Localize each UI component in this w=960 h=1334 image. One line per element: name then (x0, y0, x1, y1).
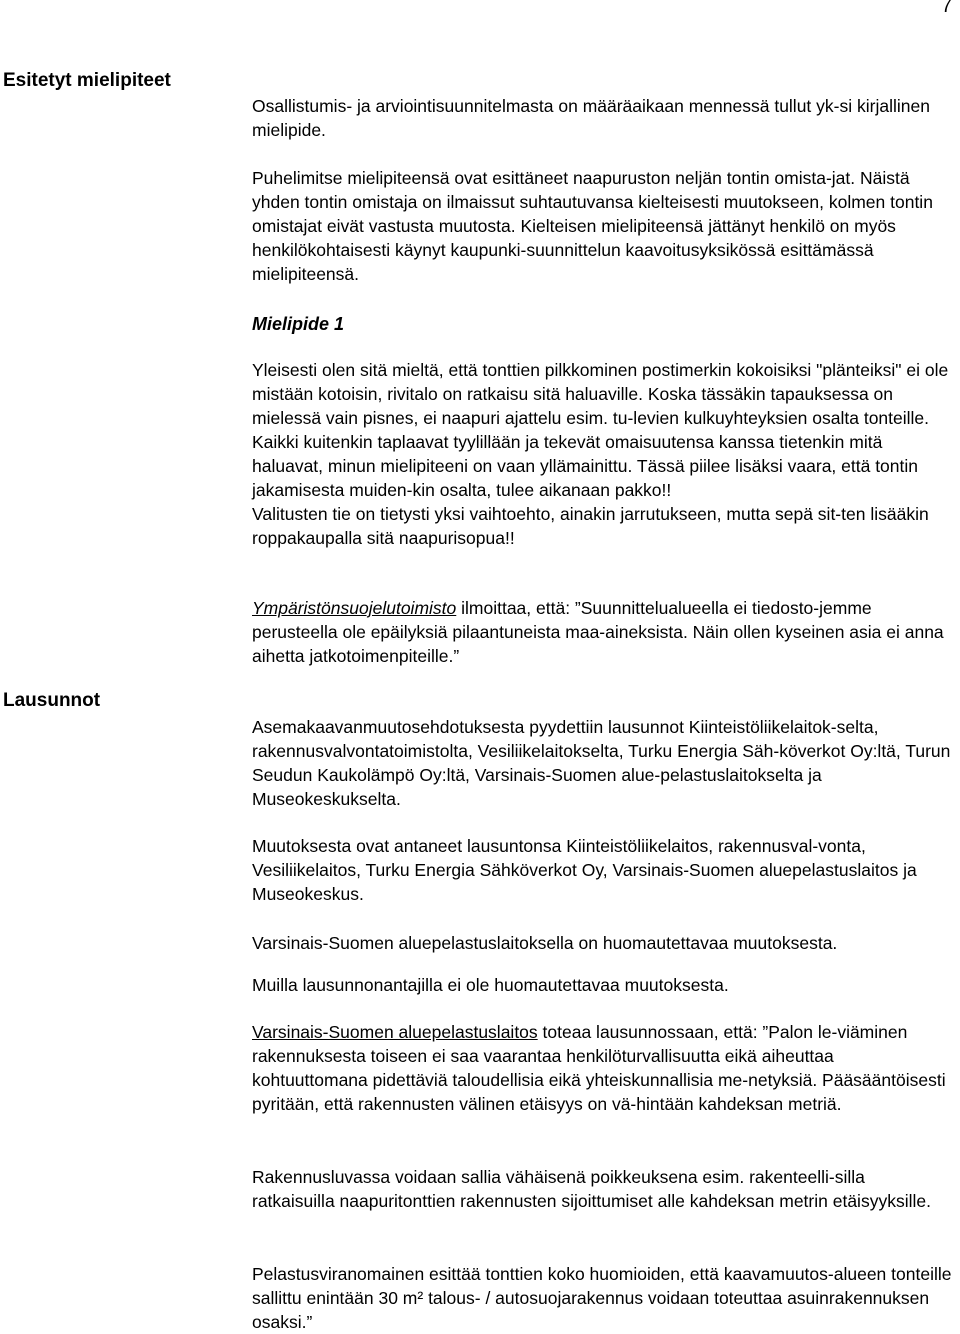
paragraph: Osallistumis- ja arviointisuunnitelmasta on määräaikaan mennessä tullut yk-si kirjallinen mielipide. (252, 96, 930, 140)
paragraph: Rakennusluvassa voidaan sallia vähäisenä poikkeuksena esim. rakenteelli-silla ratkaisuilla naapuritonttien rakennusten sijoittumiset alle kahdeksan metrin etäisyyksille. (252, 1167, 931, 1211)
paragraph: Muutoksesta ovat antaneet lausuntonsa Kiinteistöliikelaitos, rakennusval-vonta, Vesiliikelaitos, Turku Energia Sähköverkot Oy, Varsinais-Suomen aluepelastuslaitos ja Museokeskus. (252, 836, 917, 904)
rescue-authority-name: Varsinais-Suomen aluepelastuslaitos (252, 1022, 538, 1042)
statements-p3 (252, 931, 952, 955)
paragraph: Valitusten tie on tietysti yksi vaihtoehto, ainakin jarrutukseen, mutta sepä sit-ten lisääkin roppakaupalla sitä naapurisopua!! (252, 504, 929, 548)
section-heading-opinions: Esitetyt mielipiteet (3, 70, 171, 91)
paragraph: Asemakaavanmuutosehdotuksesta pyydettiin lausunnot Kiinteistöliikelaitok-selta, rakennusvalvontatoimistolta, Vesiliikelaitokselta, Turku Energia Säh-köverkot Oy:ltä, Turun Seudun Kaukolämpö Oy:ltä, Varsinais-Suomen alue-pelastuslaitokselta ja Museokeskukselta. (252, 717, 951, 809)
paragraph (252, 1020, 952, 1116)
env-office-text: ilmoittaa, että: ”Suunnittelualueella ei tiedosto-jemme perusteella ole epäilyksiä pilaantuneista maa-aineksista. Näin ollen kyseinen asia ei anna aihetta jatkotoimenpiteille.” (252, 598, 944, 666)
statements-p1 (252, 715, 952, 811)
opinion-heading: Mielipide 1 (252, 314, 345, 334)
rescue-text: toteaa lausunnossaan, että: ”Palon le-viäminen rakennuksesta toiseen ei saa vaarantaa henkilöturvallisuutta eikä aiheuttaa kohtuuttomana pidettäviä taloudellisia eikä yhteiskunnallisia me-netyksiä. Pääsääntöisesti pyritään, että rakennusten välinen etäisyys on vä-hintään kahdeksan metriä. (252, 1022, 946, 1114)
page-number: 7 (941, 0, 952, 17)
statements-p4 (252, 973, 952, 997)
opinion-1-text (252, 358, 952, 550)
statements-p2 (252, 834, 952, 906)
paragraph (252, 596, 952, 668)
opinion-1-heading-block (252, 312, 952, 336)
statements-p7 (252, 1262, 952, 1334)
env-office-statement (252, 596, 952, 668)
paragraph: Muilla lausunnonantajilla ei ole huomautettavaa muutoksesta. (252, 975, 729, 995)
statements-p6 (252, 1165, 952, 1213)
section-heading-statements: Lausunnot (3, 690, 101, 711)
paragraph: Varsinais-Suomen aluepelastuslaitoksella on huomautettavaa muutoksesta. (252, 933, 838, 953)
opinions-intro (252, 94, 952, 142)
env-office-name: Ympäristönsuojelutoimisto (252, 598, 457, 618)
rescue-statement (252, 1020, 952, 1116)
paragraph: Puhelimitse mielipiteensä ovat esittäneet naapuruston neljän tontin omista-jat. Näistä yhden tontin omistaja on ilmaissut suhtautuvansa kielteisesti muutokseen, kolmen tontin omistajat eivät vastusta muutosta. Kielteisen mielipiteensä jättänyt henkilö on myös henkilökohtaisesti käynyt kaupunki-suunnittelun kaavoitusyksikössä esittämässä mielipiteensä. (252, 168, 933, 284)
paragraph: Pelastusviranomainen esittää tonttien koko huomioiden, että kaavamuutos-alueen tonteille sallittu enintään 30 m² talous- / autosuojarakennus voidaan toteuttaa asuinrakennuksen osaksi.” (252, 1264, 952, 1332)
paragraph: Yleisesti olen sitä mieltä, että tonttien pilkkominen postimerkin kokoisiksi "plänteiksi" ei ole mistään kotoisin, rivitalo on ratkaisu sitä haluaville. Koska tässäkin tapauksessa on mielessä vain pisnes, ei naapuri ajattelu esim. tu-levien kulkuyhteyksien osalta tonteille. Kaikki kuitenkin taplaavat tyylillään ja tekevät omaisuutensa kanssa tietenkin mitä haluavat, minun mielipiteeni on vaan yllämainittu. Tässä piilee lisäksi vaara, että tontin jakamisesta muiden-kin osalta, tulee aikanaan pakko!! (252, 360, 949, 500)
phone-opinions (252, 166, 952, 286)
